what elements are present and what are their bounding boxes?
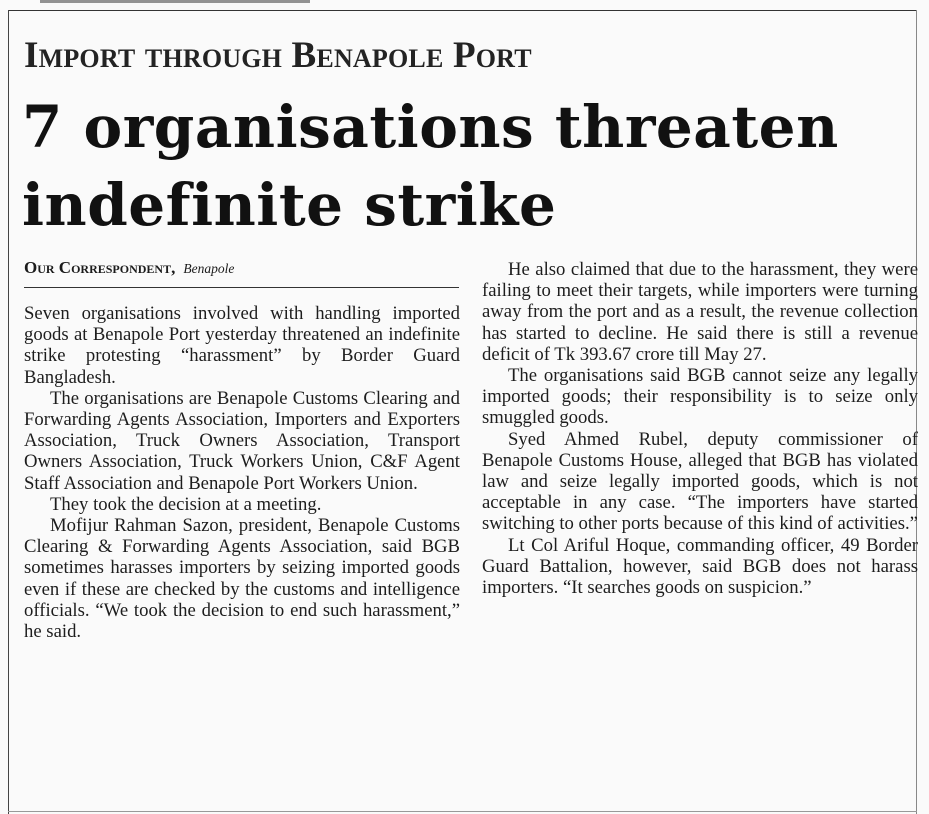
paragraph: They took the decision at a meeting. bbox=[50, 493, 322, 515]
clipping-bottom-edge bbox=[8, 811, 917, 812]
paragraph: The organisations are Benapole Customs Clearing and Forwarding Agents Association, Importers and Exporters Association, Truck Owners Association, Transport Owners Association, Truck Workers Union, C&F Agent Staff Association and Benapole Port Workers Union. bbox=[24, 387, 460, 494]
byline-dateline: Benapole bbox=[183, 261, 235, 276]
article-column-left bbox=[24, 303, 460, 642]
paragraph: Lt Col Ariful Hoque, commanding officer, 49 Border Guard Battalion, however, said BGB does not harass importers. “It searches goods on suspicion.” bbox=[482, 534, 918, 599]
article-frame-left-rule bbox=[8, 10, 9, 814]
article-kicker: Import through Benapole Port bbox=[24, 35, 532, 76]
article-headline: 7 organisations threaten indefinite strike bbox=[22, 93, 839, 239]
byline bbox=[24, 258, 234, 278]
paragraph: Mofijur Rahman Sazon, president, Benapole Customs Clearing & Forwarding Agents Association, said BGB sometimes harasses importers by seizing imported goods even if these are checked by the customs and intelligence officials. “We took the decision to end such harassment,” he said. bbox=[24, 515, 460, 643]
clipping-top-edge bbox=[40, 0, 310, 3]
paragraph: The organisations said BGB cannot seize any legally imported goods; their responsibility is to seize only smuggled goods. bbox=[482, 365, 918, 429]
article-column-right bbox=[482, 259, 918, 598]
byline-divider bbox=[24, 287, 459, 288]
paragraph: Syed Ahmed Rubel, deputy commissioner of Benapole Customs House, alleged that BGB has violated law and seize legally imported goods, which is not acceptable in any case. “The importers have started switching to other ports because of this kind of activities.” bbox=[482, 428, 918, 535]
article-frame-top-rule bbox=[8, 10, 917, 11]
byline-author: Our Correspondent, bbox=[24, 258, 176, 277]
paragraph-lead: Seven organisations involved with handling imported goods at Benapole Port yesterday threatened an indefinite strike protesting “harassment” by Border Guard Bangladesh. bbox=[24, 303, 460, 388]
paragraph: He also claimed that due to the harassment, they were failing to meet their targets, while importers were turning away from the port and as a result, the revenue collection has started to decline. He said there is still a revenue deficit of Tk 393.67 crore till May 27. bbox=[482, 259, 918, 365]
